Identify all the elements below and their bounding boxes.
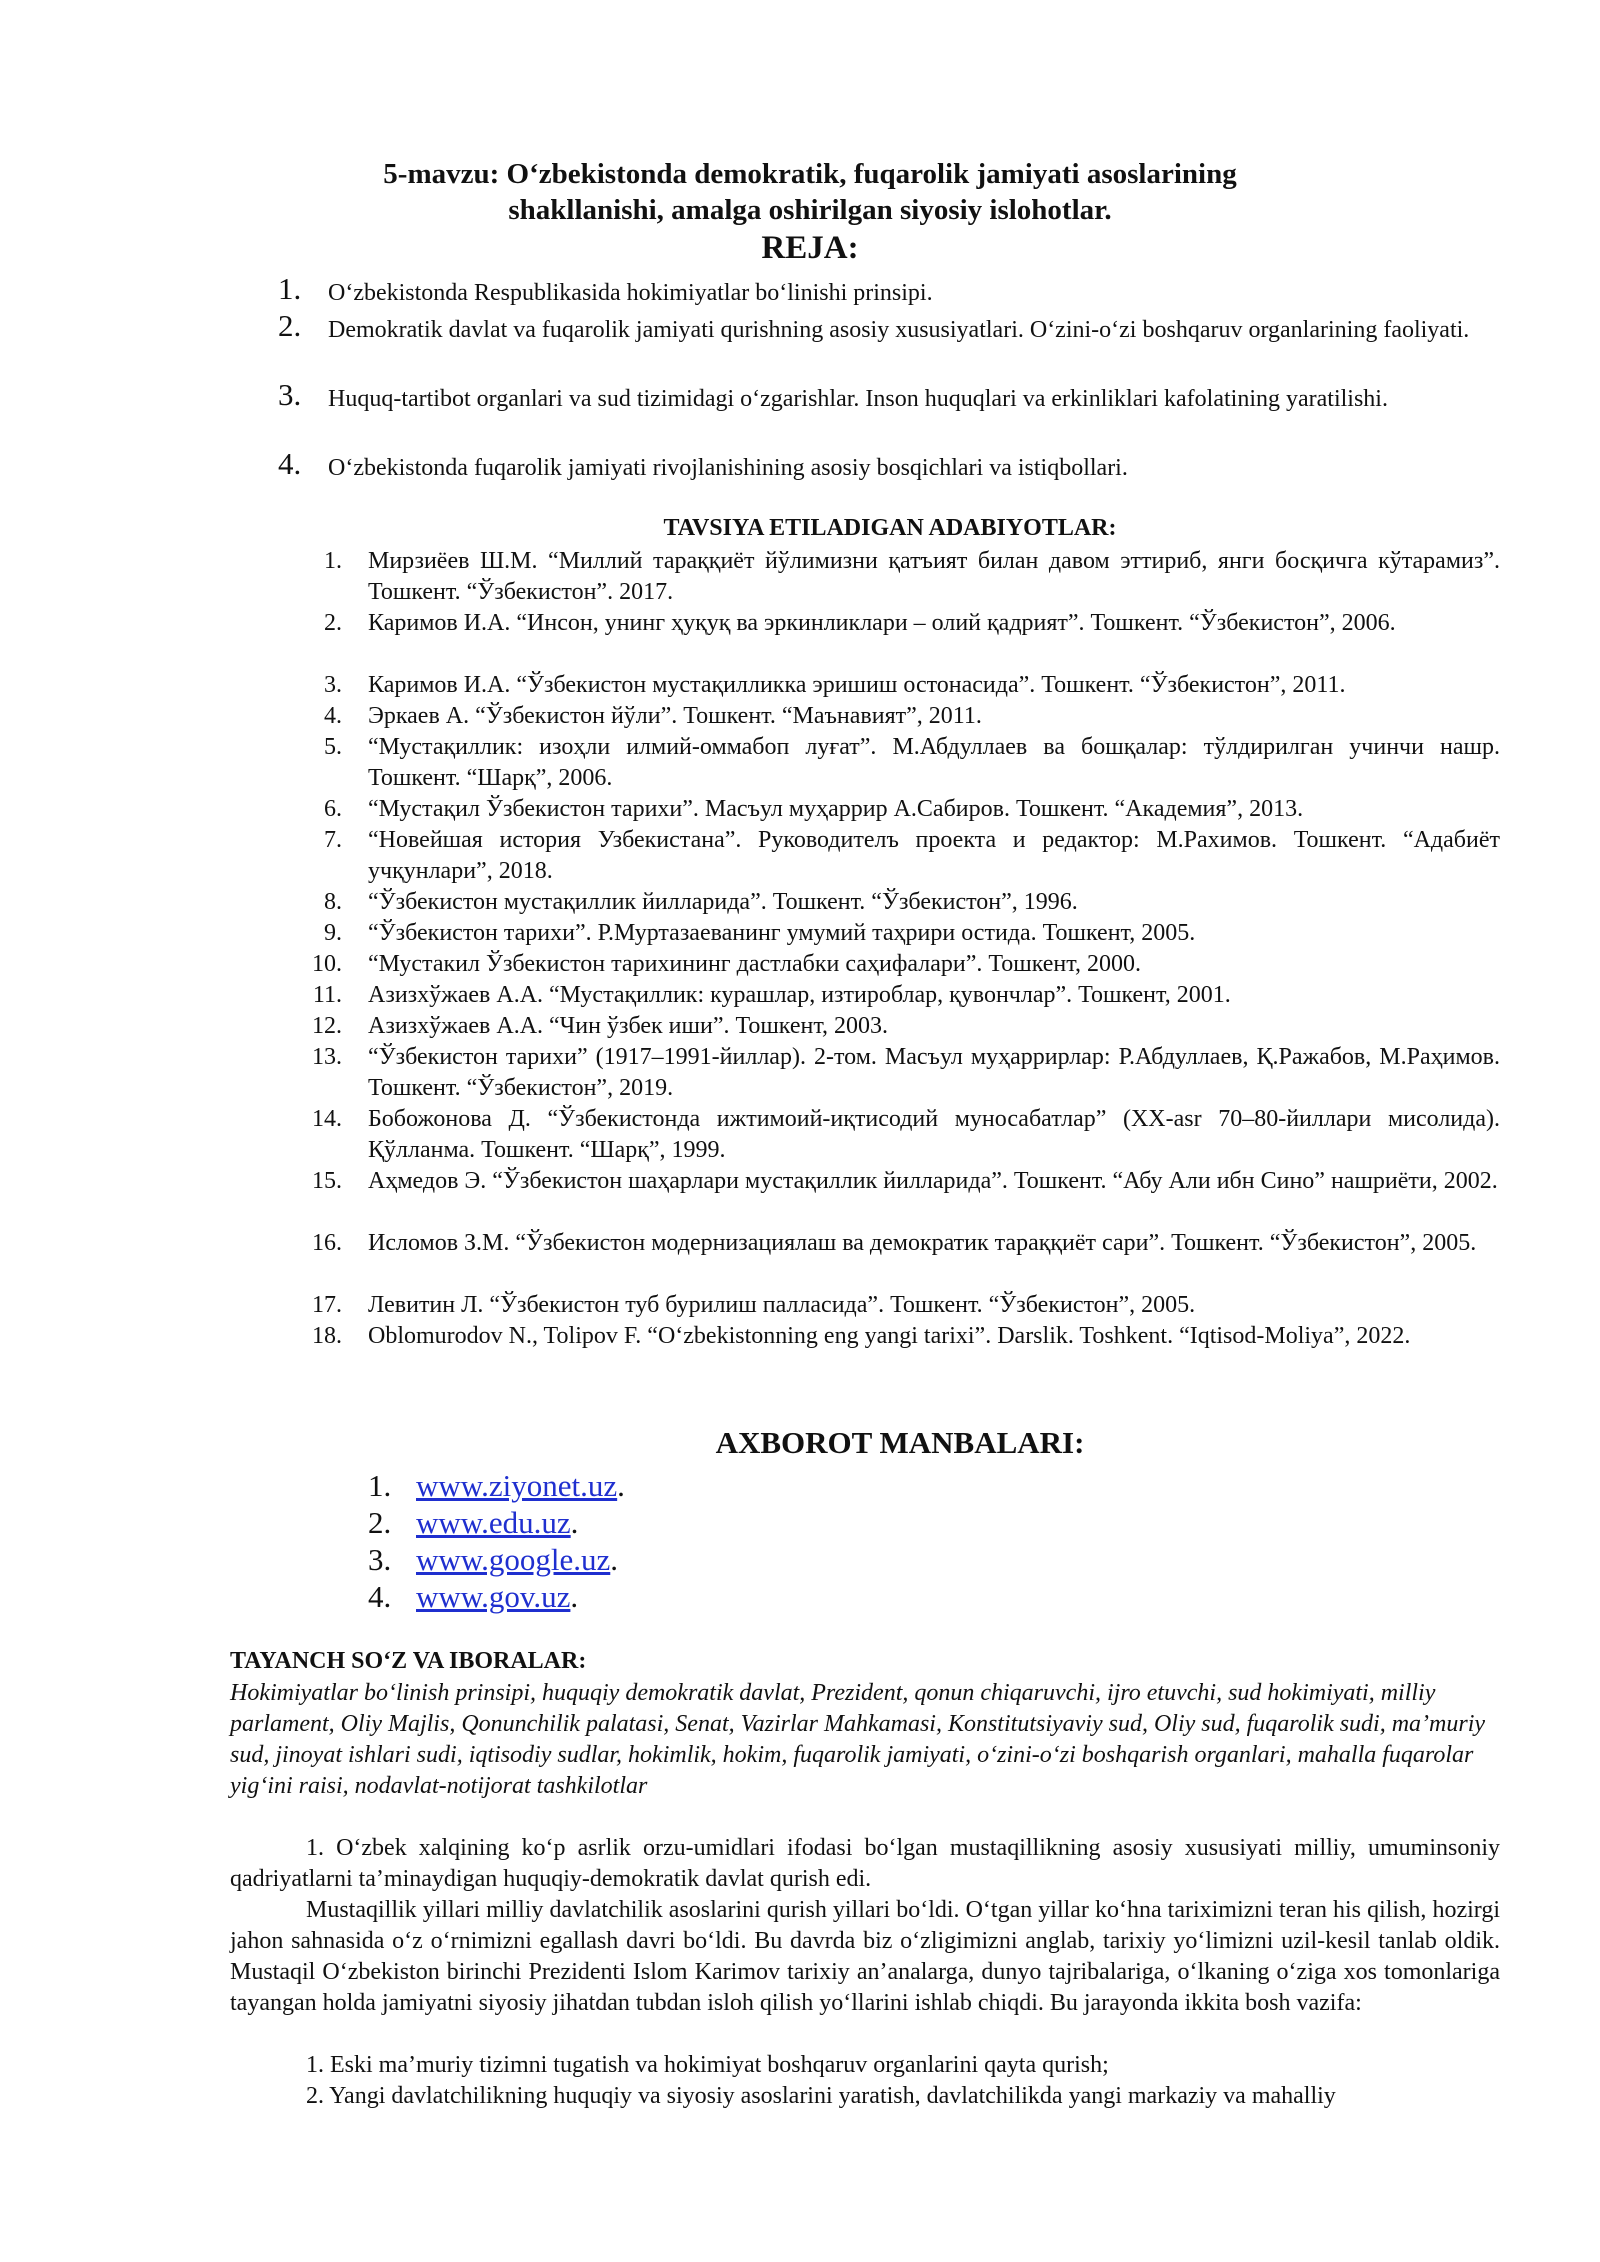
- reference-number: 17.: [312, 1292, 342, 1318]
- body-paragraph-2: Mustaqillik yillari milliy davlatchilik asoslarini qurish yillari bo‘ldi. O‘tgan yillar ko‘hna tariximizni teran his qilish, hozirgi jahon sahnasida o‘z o‘rnimizni egallash davri bo‘ldi. Bu davrda biz o‘zligimizni anglab, tarixiy yo‘limizni uzil-kesil tanlab oldik. Mustaqil O‘zbekiston birinchi Prezidenti Islom Karimov tarixiy an’analarga, dunyo tajribalariga, o‘lkaning o‘ziga xos tomonlariga tayangan holda jamiyatni siyosiy jihatdan tubdan isloh qilish yo‘llarini ishlab chiqdi. Bu jarayonda ikkita bosh vazifa:: [230, 1897, 1500, 2016]
- reference-number: 10.: [312, 951, 342, 977]
- reference-text: Азизхўжаев А.А. “Мустақиллик: курашлар, изтироблар, қувончлар”. Тошкент, 2001.: [368, 982, 1231, 1008]
- source-link-edu[interactable]: www.edu.uz: [416, 1505, 571, 1540]
- reference-number: 3.: [324, 672, 342, 698]
- reference-text: Аҳмедов Э. “Ўзбекистон шаҳарлари мустақиллик йилларида”. Тошкент. “Абу Али ибн Сино” нашриёти, 2002.: [368, 1168, 1498, 1194]
- reference-number: 18.: [312, 1323, 342, 1349]
- reference-text: “Мустақиллик: изоҳли илмий-оммабоп луғат”. М.Абдуллаев ва бошқалар: тўлдирилган учинчи нашр. Тошкент. “Шарқ”, 2006.: [368, 734, 1500, 791]
- reference-text: Бобожонова Д. “Ўзбекистонда ижтимоий-иқтисодий муносабатлар” (XX-asr 70–80-йиллари мисолида). Қўлланма. Тошкент. “Шарқ”, 1999.: [368, 1106, 1500, 1163]
- reference-text: Левитин Л. “Ўзбекистон туб бурилиш палласида”. Тошкент. “Ўзбекистон”, 2005.: [368, 1292, 1196, 1318]
- plan-item-text: Demokratik davlat va fuqarolik jamiyati qurishning asosiy xususiyatlari. O‘zini-o‘zi boshqaruv organlarining faoliyati.: [328, 317, 1470, 343]
- source-item: [368, 1504, 788, 1542]
- reference-number: 13.: [312, 1044, 342, 1070]
- reference-number: 8.: [324, 889, 342, 915]
- reference-text: Каримов И.А. “Инсон, унинг ҳуқуқ ва эркинликлари – олий қадрият”. Тошкент. “Ўзбекистон”, 2006.: [368, 610, 1396, 636]
- plan-item-text: O‘zbekistonda fuqarolik jamiyati rivojlanishining asosiy bosqichlari va istiqbollari.: [328, 455, 1128, 481]
- references-heading: TAVSIYA ETILADIGAN ADABIYOTLAR:: [663, 515, 1117, 541]
- reference-text: “Ўзбекистон мустақиллик йилларида”. Тошкент. “Ўзбекистон”, 1996.: [368, 889, 1078, 915]
- task-item-2: 2. Yangi davlatchilikning huquqiy va siyosiy asoslarini yaratish, davlatchilikda yangi markaziy va mahalliy: [306, 2083, 1336, 2109]
- reference-text: “Мустакил Ўзбекистон тарихининг дастлабки саҳифалари”. Тошкент, 2000.: [368, 951, 1141, 977]
- reference-text: “Ўзбекистон тарихи” (1917–1991-йиллар). 2-том. Масъул муҳаррирлар: Р.Абдуллаев, Қ.Ражабов, М.Раҳимов. Тошкент. “Ўзбекистон”, 2019.: [368, 1044, 1500, 1101]
- plan-item-number: 3.: [278, 377, 302, 412]
- reference-number: 7.: [324, 827, 342, 853]
- plan-heading: REJA:: [761, 230, 859, 266]
- source-suffix: .: [570, 1505, 579, 1540]
- topic-title-line-2: shakllanishi, amalga oshirilgan siyosiy islohotlar.: [508, 194, 1112, 226]
- source-link-ziyonet[interactable]: www.ziyonet.uz: [416, 1468, 618, 1503]
- source-number: 2.: [368, 1505, 392, 1540]
- plan-item-number: 2.: [278, 308, 302, 343]
- reference-text: “Мустақил Ўзбекистон тарихи”. Масъул муҳаррир А.Сабиров. Тошкент. “Академия”, 2013.: [368, 796, 1304, 822]
- task-item-1: 1. Eski ma’muriy tizimni tugatish va hokimiyat boshqaruv organlarini qayta qurish;: [306, 2052, 1109, 2078]
- source-link-google[interactable]: www.google.uz: [416, 1542, 611, 1577]
- reference-number: 2.: [324, 610, 342, 636]
- reference-number: 16.: [312, 1230, 342, 1256]
- body-paragraph-1: 1. O‘zbek xalqining ko‘p asrlik orzu-umidlari ifodasi bo‘lgan mustaqillikning asosiy xususiyati milliy, umuminsoniy qadriyatlarni ta’minaydigan huquqiy-demokratik davlat qurish edi.: [230, 1835, 1500, 1892]
- source-number: 1.: [368, 1468, 392, 1503]
- source-suffix: .: [617, 1468, 625, 1503]
- reference-number: 9.: [324, 920, 342, 946]
- reference-number: 14.: [312, 1106, 342, 1132]
- reference-number: 15.: [312, 1168, 342, 1194]
- plan-item-text: Huquq-tartibot organlari va sud tizimidagi o‘zgarishlar. Inson huquqlari va erkinliklari kafolatining yaratilishi.: [328, 386, 1388, 412]
- reference-number: 12.: [312, 1013, 342, 1039]
- source-item: [368, 1541, 788, 1579]
- sources-heading: AXBOROT MANBALARI:: [715, 1425, 1085, 1460]
- source-suffix: .: [610, 1542, 619, 1577]
- source-item: [368, 1578, 788, 1616]
- reference-text: “Ўзбекистон тарихи”. Р.Муртазаеванинг умумий таҳрири остида. Тошкент, 2005.: [368, 920, 1196, 946]
- reference-text: “Новейшая история Узбекистана”. Руководителъ проекта и редактор: М.Рахимов. Тошкент. “Адабиёт учқунлари”, 2018.: [368, 827, 1500, 884]
- reference-text: Oblomurodov N., Tolipov F. “O‘zbekistonning eng yangi tarixi”. Darslik. Toshkent. “Iqtisod-Moliya”, 2022.: [368, 1323, 1411, 1349]
- reference-number: 6.: [324, 796, 342, 822]
- plan-item-number: 1.: [278, 271, 302, 306]
- plan-item-number: 4.: [278, 446, 302, 481]
- reference-text: Мирзиёев Ш.М. “Миллий тараққиёт йўлимизни қатъият билан давом эттириб, янги босқичга кўтарамиз”. Тошкент. “Ўзбекистон”. 2017.: [368, 548, 1500, 605]
- reference-text: Каримов И.А. “Ўзбекистон мустақилликка эришиш остонасида”. Тошкент. “Ўзбекистон”, 2011.: [368, 672, 1346, 698]
- keywords-heading: TAYANCH SO‘Z VA IBORALAR:: [230, 1648, 587, 1674]
- source-link-gov[interactable]: www.gov.uz: [416, 1579, 571, 1614]
- reference-number: 1.: [324, 548, 342, 574]
- reference-text: Азизхўжаев А.А. “Чин ўзбек иши”. Тошкент, 2003.: [368, 1013, 889, 1039]
- source-number: 4.: [368, 1579, 392, 1614]
- keywords-text: Hokimiyatlar bo‘linish prinsipi, huquqiy demokratik davlat, Prezident, qonun chiqaruvchi, ijro etuvchi, sud hokimiyati, milliy parlament, Oliy Majlis, Qonunchilik palatasi, Senat, Vazirlar Mahkamasi, Konstitutsiyaviy sud, Oliy sud, fuqarolik sudi, ma’muriy sud, jinoyat ishlari sudi, iqtisodiy sudlar, hokimlik, hokim, fuqarolik jamiyati, o‘zini-o‘zi boshqarish organlari, mahalla fuqarolar yig‘ini raisi, nodavlat-notijorat tashkilotlar: [230, 1680, 1486, 1799]
- reference-text: Эркаев А. “Ўзбекистон йўли”. Тошкент. “Маънавият”, 2011.: [368, 703, 982, 729]
- plan-item-text: O‘zbekistonda Respublikasida hokimiyatlar bo‘linishi prinsipi.: [328, 280, 933, 306]
- reference-number: 11.: [312, 982, 342, 1008]
- source-suffix: .: [570, 1579, 579, 1614]
- topic-title-line-1: 5-mavzu: O‘zbekistonda demokratik, fuqarolik jamiyati asoslarining: [383, 158, 1237, 190]
- reference-number: 4.: [324, 703, 342, 729]
- source-item: [368, 1467, 788, 1505]
- reference-text: Исломов З.М. “Ўзбекистон модернизациялаш ва демократик тараққиёт сари”. Тошкент. “Ўзбекистон”, 2005.: [368, 1230, 1477, 1256]
- source-number: 3.: [368, 1542, 392, 1577]
- reference-number: 5.: [324, 734, 342, 760]
